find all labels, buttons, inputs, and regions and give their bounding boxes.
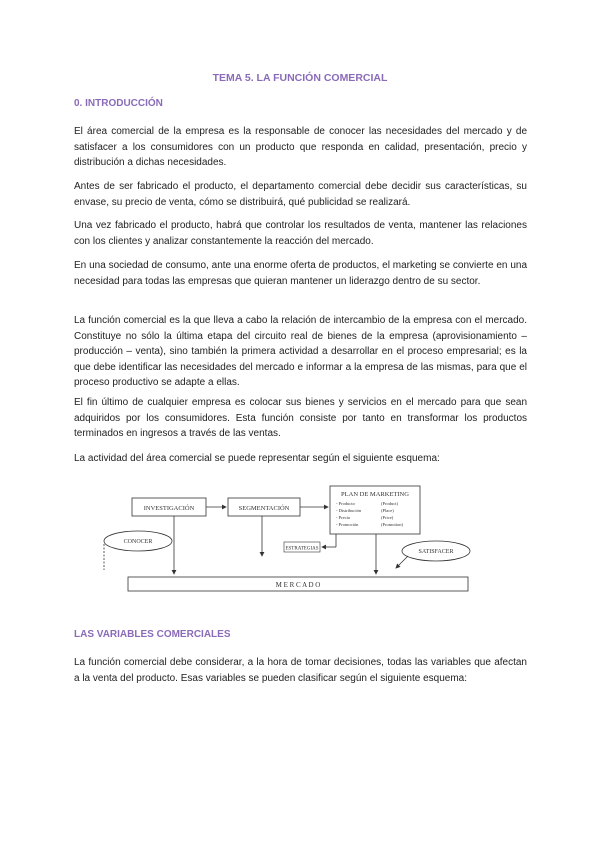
variables-paragraph: La función comercial debe considerar, a la hora de tomar decisiones, todas las variables que afectan a la venta del producto. Esas variables se pueden clasificar según el siguiente esquema: <box>74 657 527 684</box>
plan-item-left: - Distribución <box>336 508 362 513</box>
paragraph-6: El fin último de cualquier empresa es colocar sus bienes y servicios en el mercado para que sean adquiridos por los consumidores. Esta función consiste por tanto en transformar los productos terminados en ingresos a través de las ventas. <box>74 397 527 439</box>
plan-item-left: - Precio <box>336 515 351 520</box>
plan-item-left: - Producto <box>336 501 355 506</box>
satisfacer-label: SATISFACER <box>418 549 454 555</box>
intro-heading: 0. INTRODUCCIÓN <box>74 98 163 109</box>
paragraph-3: Una vez fabricado el producto, habrá que controlar los resultados de venta, mantener las relaciones con los clientes y analizar constantemente la reacción del mercado. <box>74 220 527 247</box>
segmentacion-label: SEGMENTACIÓN <box>238 505 290 512</box>
plan-item-right: (Place) <box>381 508 394 513</box>
commercial-diagram <box>96 478 516 602</box>
conocer-label: CONOCER <box>123 539 153 545</box>
plan-item-left: - Promoción <box>336 522 359 527</box>
page-title: TEMA 5. LA FUNCIÓN COMERCIAL <box>212 72 388 84</box>
plan-item-right: (Product) <box>381 501 398 506</box>
plan-item-right: (Price) <box>381 515 394 520</box>
paragraph-5: La función comercial es la que lleva a cabo la relación de intercambio de la empresa con el mercado. Constituye no sólo la última etapa del circuito real de bienes de la empresa (aprovisionamiento – producción – venta), sino también la primera actividad a desarrollar en el proceso empresarial; es la que debe identificar las necesidades del mercado e informar a la empresa de las mismas, para que el proceso productivo se adapte a ellas. <box>74 315 527 388</box>
arrow-satisfacer <box>396 556 408 568</box>
paragraph-2: Antes de ser fabricado el producto, el departamento comercial debe decidir sus características, su envase, su precio de venta, cómo se distribuirá, qué publicidad se realizará. <box>74 181 527 208</box>
investigacion-label: INVESTIGACIÓN <box>143 505 195 512</box>
estrategias-label: ESTRATEGIAS <box>285 546 319 552</box>
variables-heading: LAS VARIABLES COMERCIALES <box>74 629 231 640</box>
mercado-label: M E R C A D O <box>275 581 321 589</box>
plan-title: PLAN DE MARKETING <box>341 491 409 498</box>
paragraph-4: En una sociedad de consumo, ante una enorme oferta de productos, el marketing se convierte en una necesidad para todas las empresas que quieran mantener un liderazgo dentro de su sector. <box>74 260 527 287</box>
paragraph-7: La actividad del área comercial se puede representar según el siguiente esquema: <box>74 453 440 464</box>
plan-item-right: (Promotion) <box>381 522 403 527</box>
paragraph-1: El área comercial de la empresa es la responsable de conocer las necesidades del mercado y de satisfacer a los consumidores con un producto que responda en calidad, presentación, precio y distribución a dichas necesidades. <box>74 126 527 168</box>
